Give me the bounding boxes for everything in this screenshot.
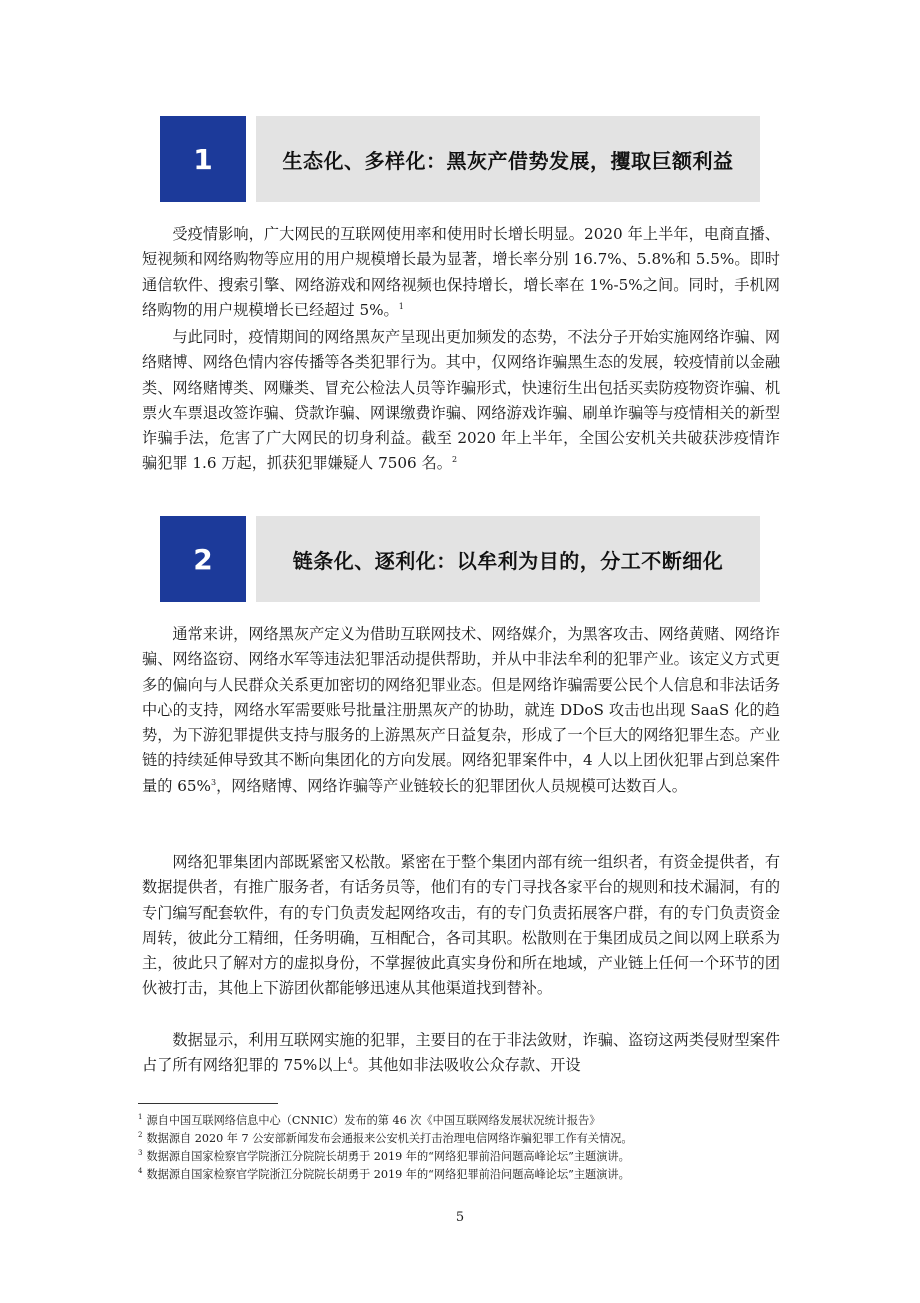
footnote-ref: 2: [451, 455, 458, 465]
footnote-text: 数据源自 2020 年 7 公安部新闻发布会通报来公安机关打击治理电信网络诈骗犯罪工作有关情况。: [146, 1132, 633, 1145]
footnote-ref: 3: [210, 777, 217, 787]
paragraph-text: 通常来讲，网络黑灰产定义为借助互联网技术、网络媒介，为黑客攻击、网络黄赌、网络诈骗、网络盗窃、网络水军等违法犯罪活动提供帮助，并从中非法牟利的犯罪产业。该定义方式更多的偏向与人民群众关系更加密切的网络犯罪业态。但是网络诈骗需要公民个人信息和非法话务中心的支持，网络水军需要账号批量注册黑灰产的协助，就连 DDoS 攻击也出现 SaaS 化的趋势，为下游犯罪提供支持与服务的上游黑灰产日益复杂，形成了一个巨大的网络犯罪生态。产业链的持续延伸导致其不断向集团化的方向发展。网络犯罪案件中，4 人以上团伙犯罪占到总案件量的 65%: [142, 625, 780, 795]
footnote-divider: [138, 1103, 278, 1104]
footnote-4: [138, 1166, 798, 1184]
footnote-text: 数据源自国家检察官学院浙江分院院长胡勇于 2019 年的“网络犯罪前沿问题高峰论坛”主题演讲。: [146, 1150, 630, 1163]
paragraph-5: [142, 1028, 780, 1079]
footnote-ref: 1: [398, 301, 404, 311]
footnote-mark: 3: [138, 1149, 143, 1158]
footnote-text: 数据源自国家检察官学院浙江分院院长胡勇于 2019 年的“网络犯罪前沿问题高峰论坛”主题演讲。: [146, 1168, 630, 1181]
section-title: 链条化、逐利化：以牟利为目的，分工不断细化: [256, 516, 760, 602]
footnote-ref: 4: [347, 1057, 353, 1067]
footnote-mark: 2: [138, 1131, 143, 1140]
footnote-2: [138, 1130, 798, 1148]
paragraph-text: 。其他如非法吸收公众存款、开设: [352, 1056, 581, 1075]
footnote-1: [138, 1112, 798, 1130]
paragraph-text: ，网络赌博、网络诈骗等产业链较长的犯罪团伙人员规模可达数百人。: [216, 776, 687, 795]
paragraph-2: [142, 325, 780, 477]
paragraph-text: 受疫情影响，广大网民的互联网使用率和使用时长增长明显。2020 年上半年，电商直播、短视频和网络购物等应用的用户规模增长最为显著，增长率分别 16.7%、5.8%和 5.5%。即时通信软件、搜索引擎、网络游戏和网络视频也保持增长，增长率在 1%-5%之间。同时，手机网络购物的用户规模增长已经超过 5%。: [142, 225, 780, 319]
section-title: 生态化、多样化：黑灰产借势发展，攫取巨额利益: [256, 116, 760, 202]
paragraph-3: [142, 622, 780, 799]
footnotes: [138, 1112, 798, 1184]
footnote-3: [138, 1148, 798, 1166]
page-number: 5: [455, 1210, 465, 1225]
footnote-mark: 4: [138, 1167, 143, 1176]
paragraph-text: 数据显示，利用互联网实施的犯罪，主要目的在于非法敛财，诈骗、盗窃这两类侵财型案件占了所有网络犯罪的 75%以上: [142, 1031, 780, 1075]
section-number: 1: [160, 116, 246, 202]
footnote-mark: 1: [138, 1113, 143, 1122]
footnote-text: 源自中国互联网络信息中心（CNNIC）发布的第 46 次《中国互联网络发展状况统计报告》: [146, 1114, 601, 1127]
section-header-2: [160, 516, 760, 602]
section-header-1: [160, 116, 760, 202]
paragraph-text: 与此同时，疫情期间的网络黑灰产呈现出更加频发的态势，不法分子开始实施网络诈骗、网络赌博、网络色情内容传播等各类犯罪行为。其中，仅网络诈骗黑生态的发展，较疫情前以金融类、网络赌博类、网赚类、冒充公检法人员等诈骗形式，快速衍生出包括买卖防疫物资诈骗、机票火车票退改签诈骗、贷款诈骗、网课缴费诈骗、网络游戏诈骗、刷单诈骗等与疫情相关的新型诈骗手法，危害了广大网民的切身利益。截至 2020 年上半年，全国公安机关共破获涉疫情诈骗犯罪 1.6 万起，抓获犯罪嫌疑人 7506 名。: [142, 328, 780, 473]
paragraph-text: 网络犯罪集团内部既紧密又松散。紧密在于整个集团内部有统一组织者，有资金提供者，有数据提供者，有推广服务者，有话务员等，他们有的专门寻找各家平台的规则和技术漏洞，有的专门编写配套软件，有的专门负责发起网络攻击，有的专门负责拓展客户群，有的专门负责资金周转，彼此分工精细，任务明确，互相配合，各司其职。松散则在于集团成员之间以网上联系为主，彼此只了解对方的虚拟身份，不掌握彼此真实身份和所在地域，产业链上任何一个环节的团伙被打击，其他上下游团伙都能够迅速从其他渠道找到替补。: [142, 853, 780, 998]
paragraph-1: [142, 222, 780, 323]
section-number: 2: [160, 516, 246, 602]
paragraph-4: [142, 850, 780, 1002]
